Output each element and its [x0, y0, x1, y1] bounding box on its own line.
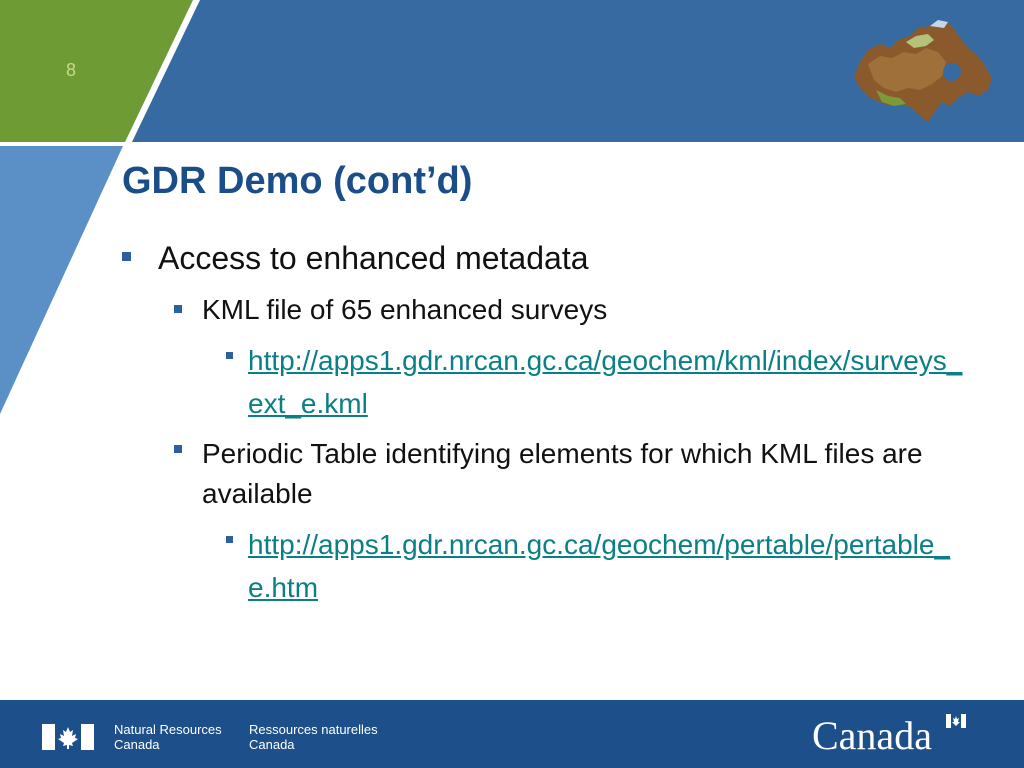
dept-fr-line2: Canada	[249, 737, 295, 752]
dept-en-line1: Natural Resources	[114, 722, 222, 737]
bullet-marker-icon	[226, 352, 233, 359]
dept-en-line2: Canada	[114, 737, 160, 752]
canada-flag-icon	[42, 724, 94, 750]
kml-surveys-link[interactable]: http://apps1.gdr.nrcan.gc.ca/geochem/kml/index/surveys_ext_e.kml	[248, 345, 963, 419]
slide-number: 8	[66, 60, 77, 80]
left-accent-triangle	[0, 146, 123, 414]
department-name-fr	[249, 722, 378, 752]
canada-wordmark	[812, 710, 972, 760]
bullet-marker-icon	[174, 445, 182, 453]
footer-bar	[0, 700, 1024, 768]
bullet-level2-periodic-table: Periodic Table identifying elements for which KML files are available	[202, 438, 923, 509]
bullet-marker-icon	[174, 305, 182, 313]
department-name-en	[114, 722, 222, 752]
slide-title: GDR Demo (cont’d)	[122, 160, 473, 202]
bullet-level3-pertable-link	[248, 523, 968, 609]
dept-fr-line1: Ressources naturelles	[249, 722, 378, 737]
pertable-link[interactable]: http://apps1.gdr.nrcan.gc.ca/geochem/pertable/pertable_e.htm	[248, 529, 951, 603]
bullet-marker-icon	[226, 536, 233, 543]
wordmark-text: Canada	[812, 713, 932, 758]
bullet-level3-kml-link	[248, 339, 968, 425]
wordmark-flag-icon	[946, 714, 966, 728]
canada-map-icon	[846, 18, 998, 130]
bullet-level1: Access to enhanced metadata	[158, 240, 589, 276]
bullet-marker-icon	[122, 252, 131, 261]
bullet-level2-kml: KML file of 65 enhanced surveys	[202, 294, 608, 325]
